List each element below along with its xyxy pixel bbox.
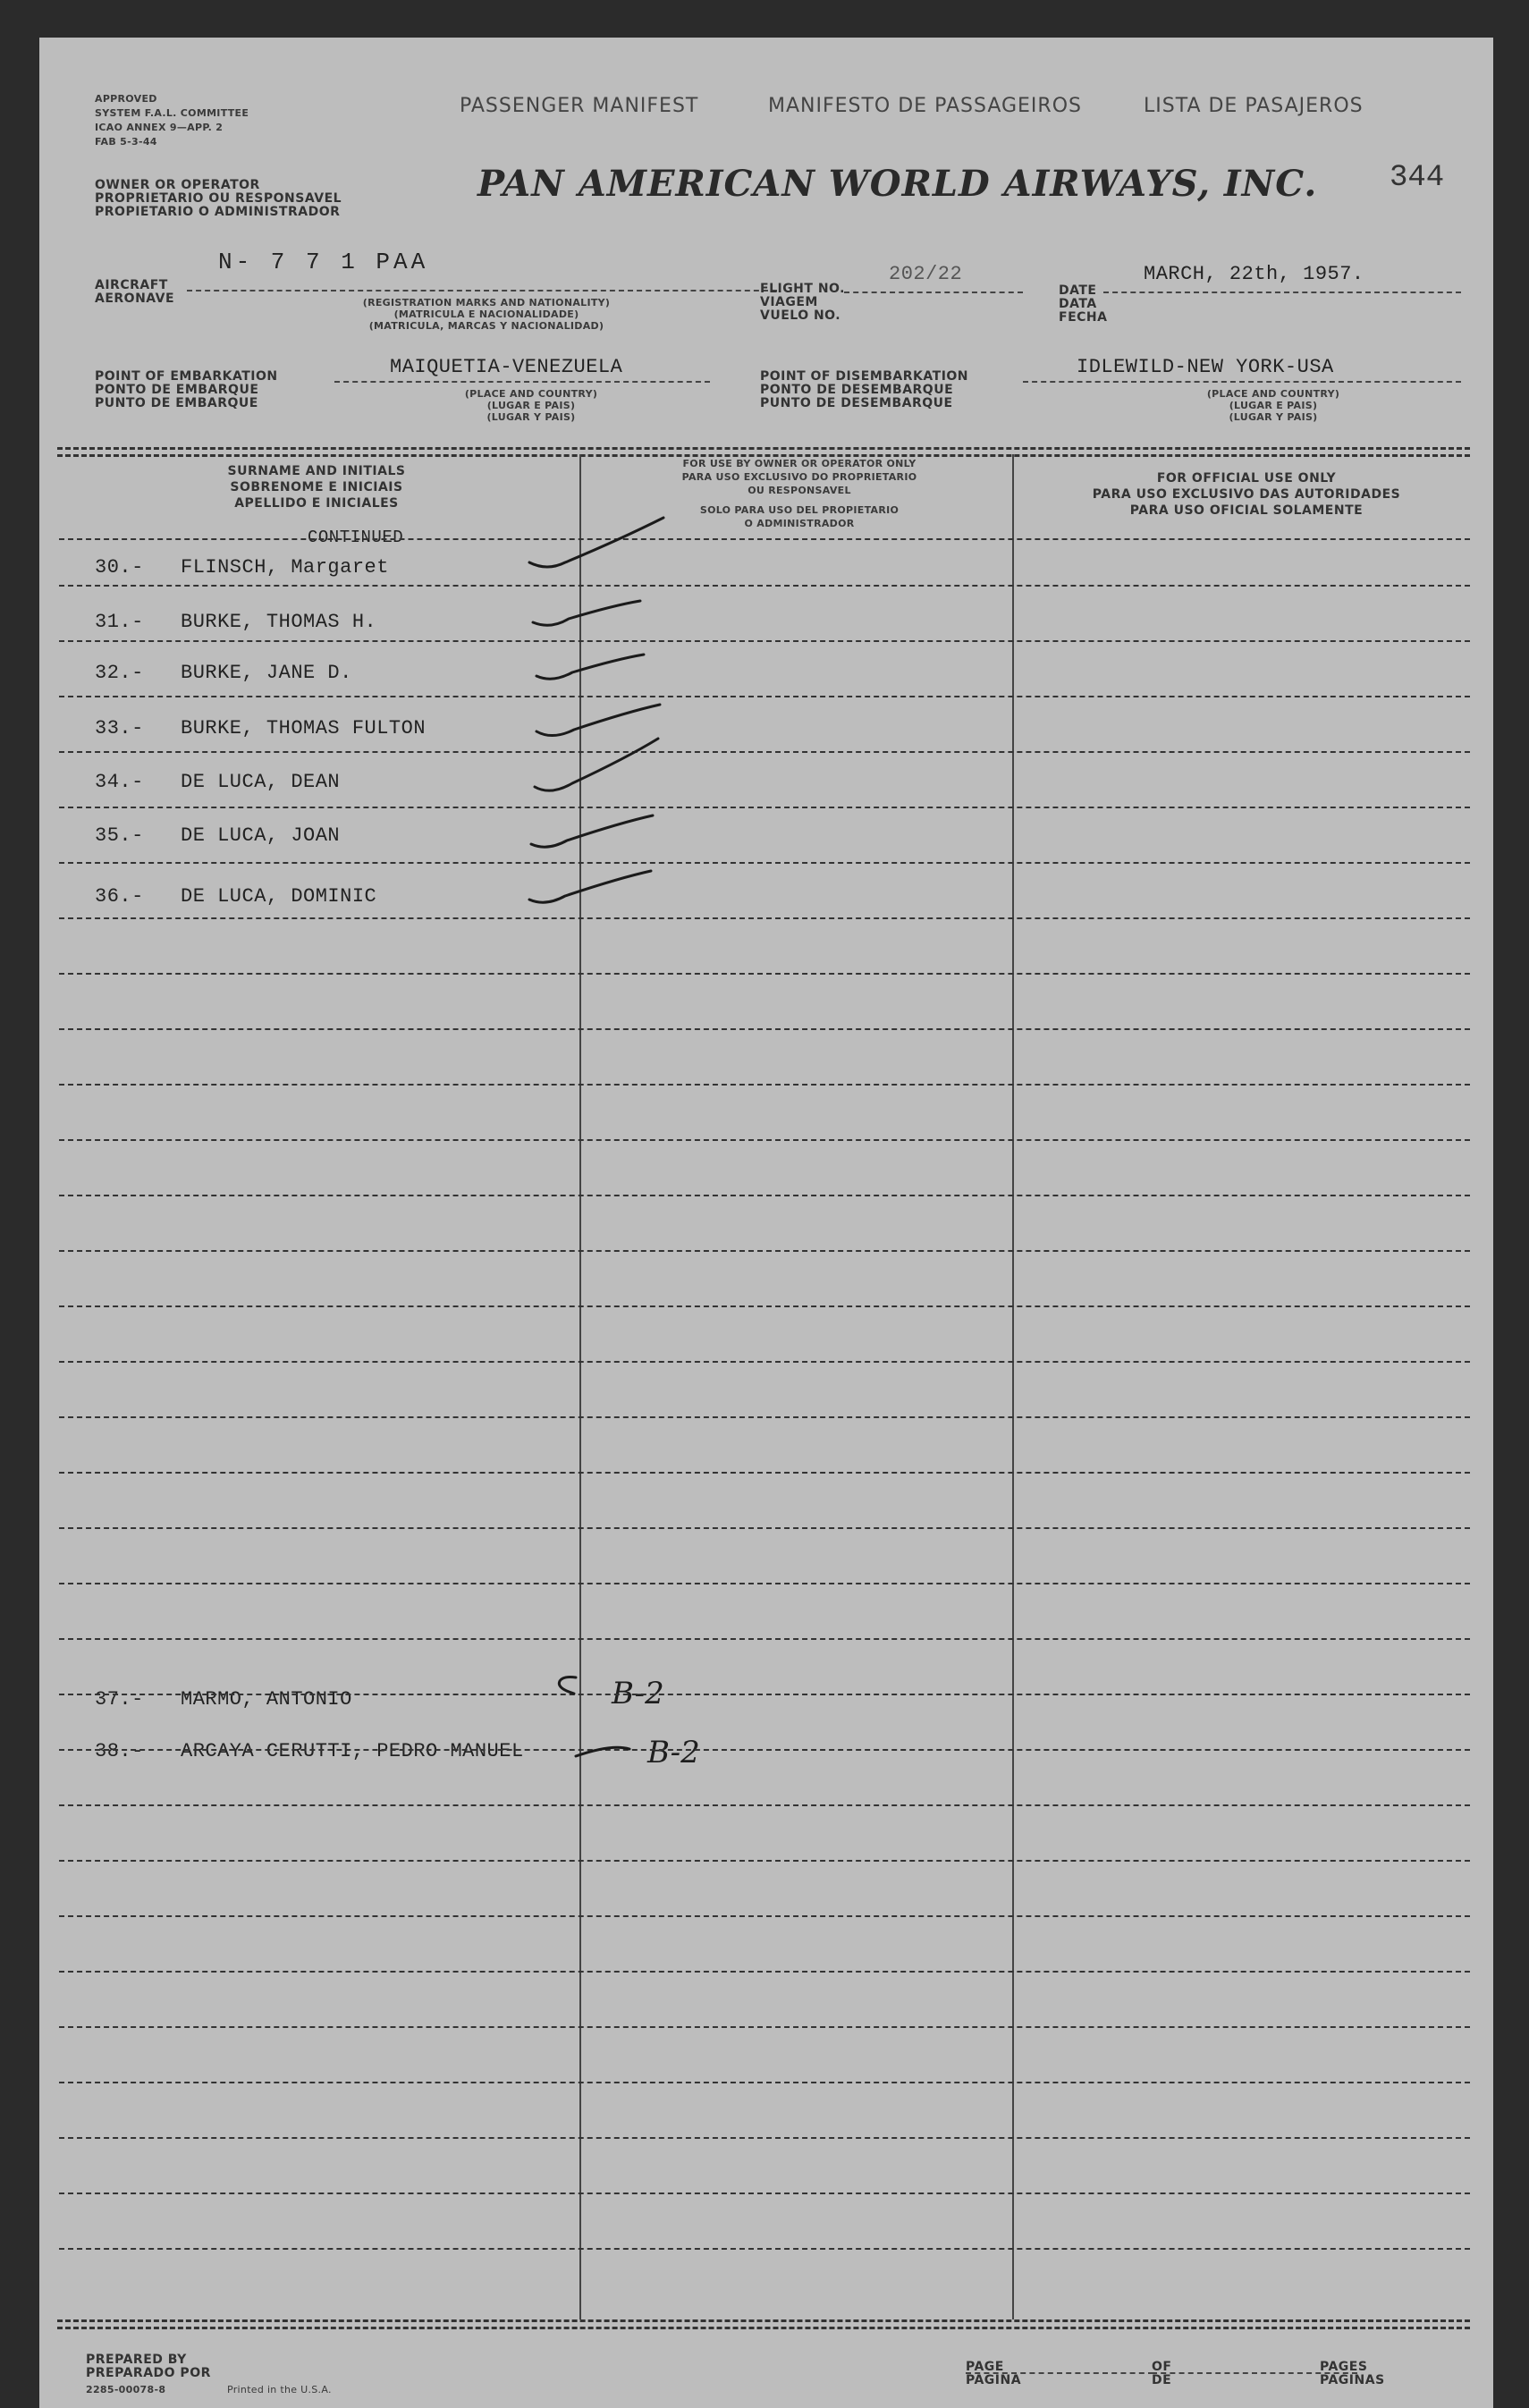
flight-label-es: VUELO NO. — [760, 308, 841, 323]
owner-label-es: PROPIETARIO O ADMINISTRADOR — [95, 205, 341, 219]
passenger-number: 36.- — [95, 885, 144, 908]
passenger-number: 34.- — [95, 771, 144, 793]
aircraft-sub-3: (MATRICULA, MARCAS Y NACIONALIDAD) — [368, 320, 604, 332]
col-owner-header-1: FOR USE BY OWNER OR OPERATOR ONLY — [682, 458, 917, 469]
embarkation-value: MAIQUETIA-VENEZUELA — [390, 356, 623, 378]
embarkation-sub-1: (PLACE AND COUNTRY) — [464, 388, 598, 400]
embarkation-label-es: PUNTO DE EMBARQUE — [95, 396, 258, 410]
prepared-by-label-pt: PREPARADO POR — [86, 2366, 211, 2380]
passenger-number: 33.- — [95, 717, 144, 739]
disembarkation-label-en: POINT OF DISEMBARKATION — [760, 369, 969, 384]
col-official-header-es: PARA USO OFICIAL SOLAMENTE — [1129, 503, 1364, 518]
check-mark — [576, 1747, 629, 1756]
approval-line-3: ICAO ANNEX 9—APP. 2 — [95, 122, 224, 133]
approval-line-2: SYSTEM F.A.L. COMMITTEE — [95, 107, 249, 119]
aircraft-label-en: AIRCRAFT — [95, 278, 168, 292]
col-owner-header-4: SOLO PARA USO DEL PROPIETARIO — [699, 504, 900, 516]
passenger-name: ARCAYA CERUTTI, PEDRO MANUEL — [181, 1740, 524, 1762]
passenger-number: 37.- — [95, 1688, 144, 1711]
disembarkation-value: IDLEWILD-NEW YORK-USA — [1077, 356, 1334, 378]
check-mark — [531, 815, 653, 847]
col-official-header-en: FOR OFFICIAL USE ONLY — [1156, 471, 1337, 486]
owner-label-en: OWNER OR OPERATOR — [95, 178, 260, 192]
disembarkation-sub-3: (LUGAR Y PAIS) — [1229, 411, 1318, 423]
approval-line-4: FAB 5-3-44 — [95, 136, 157, 148]
check-mark — [529, 518, 663, 567]
passenger-name: DE LUCA, DOMINIC — [181, 885, 377, 908]
pages-label-en: PAGES — [1320, 2360, 1368, 2374]
passenger-number: 32.- — [95, 662, 144, 684]
date-label-es: FECHA — [1059, 310, 1108, 325]
passenger-name: BURKE, JANE D. — [181, 662, 352, 684]
aircraft-sub-2: (MATRICULA E NACIONALIDADE) — [393, 308, 579, 320]
passenger-name: FLINSCH, Margaret — [181, 556, 389, 579]
col-surname-header-pt: SOBRENOME E INICIAIS — [230, 480, 403, 494]
passenger-name: DE LUCA, DEAN — [181, 771, 341, 793]
date-label-pt: DATA — [1059, 297, 1097, 311]
approval-line-1: APPROVED — [95, 93, 157, 105]
passenger-name: MARMO, ANTONIO — [181, 1688, 352, 1711]
disembarkation-sub-2: (LUGAR E PAIS) — [1229, 400, 1318, 411]
embarkation-sub-2: (LUGAR E PAIS) — [486, 400, 576, 411]
col-owner-header-3: OU RESPONSAVEL — [748, 485, 851, 496]
disembarkation-label-pt: PONTO DE DESEMBARQUE — [760, 383, 954, 397]
form-number: 2285-00078-8 — [86, 2384, 166, 2395]
prepared-by-label-en: PREPARED BY — [86, 2353, 187, 2367]
col-official-header-pt: PARA USO EXCLUSIVO DAS AUTORIDADES — [1092, 487, 1401, 502]
owner-value: PAN AMERICAN WORLD AIRWAYS, INC. — [477, 163, 1318, 205]
check-mark — [559, 1677, 576, 1694]
aircraft-sub-1: (REGISTRATION MARKS AND NATIONALITY) — [362, 297, 611, 308]
check-mark — [529, 871, 651, 902]
handwritten-note: B-2 — [612, 1676, 664, 1711]
aircraft-value: N- 7 7 1 PAA — [218, 249, 429, 275]
page-label-en: PAGE — [966, 2360, 1004, 2374]
passenger-number: 30.- — [95, 556, 144, 579]
col-surname-header-es: APELLIDO E INICIALES — [234, 496, 399, 511]
page-number: 344 — [1390, 161, 1445, 195]
continued-stamp: CONTINUED — [308, 528, 404, 547]
passenger-number: 31.- — [95, 611, 144, 633]
handwritten-check-marks — [39, 38, 1493, 2408]
date-value: MARCH, 22th, 1957. — [1144, 263, 1364, 285]
flight-label-en: FLIGHT NO. — [760, 282, 845, 296]
title-english: PASSENGER MANIFEST — [460, 95, 699, 117]
disembarkation-sub-1: (PLACE AND COUNTRY) — [1206, 388, 1340, 400]
embarkation-sub-3: (LUGAR Y PAIS) — [486, 411, 576, 423]
passenger-name: BURKE, THOMAS H. — [181, 611, 377, 633]
check-mark — [533, 601, 640, 625]
col-surname-header-en: SURNAME AND INITIALS — [227, 464, 406, 478]
flight-label-pt: VIAGEM — [760, 295, 818, 309]
embarkation-label-en: POINT OF EMBARKATION — [95, 369, 278, 384]
of-label-en: OF — [1152, 2360, 1172, 2374]
title-portuguese: MANIFESTO DE PASSAGEIROS — [768, 95, 1082, 117]
pages-label-pt: PAGINAS — [1320, 2373, 1385, 2387]
passenger-number: 38.- — [95, 1740, 144, 1762]
page-label-pt: PAGINA — [966, 2373, 1022, 2387]
col-owner-header-5: O ADMINISTRADOR — [744, 518, 855, 529]
title-spanish: LISTA DE PASAJEROS — [1144, 95, 1364, 117]
handwritten-note: B-2 — [647, 1735, 700, 1770]
check-mark — [536, 705, 660, 736]
embarkation-label-pt: PONTO DE EMBARQUE — [95, 383, 259, 397]
aircraft-label-pt: AERONAVE — [95, 291, 175, 306]
check-mark — [536, 655, 644, 679]
printed-in: Printed in the U.S.A. — [227, 2384, 332, 2395]
owner-label-pt: PROPRIETARIO OU RESPONSAVEL — [95, 191, 342, 206]
check-mark — [535, 739, 658, 790]
manifest-sheet — [39, 38, 1493, 2408]
passenger-name: BURKE, THOMAS FULTON — [181, 717, 427, 739]
of-label-pt: DE — [1152, 2373, 1172, 2387]
passenger-name: DE LUCA, JOAN — [181, 824, 341, 847]
flight-value: 202/22 — [889, 263, 963, 285]
passenger-number: 35.- — [95, 824, 144, 847]
disembarkation-label-es: PUNTO DE DESEMBARQUE — [760, 396, 953, 410]
col-owner-header-2: PARA USO EXCLUSIVO DO PROPRIETARIO — [681, 471, 917, 483]
date-label-en: DATE — [1059, 283, 1097, 298]
